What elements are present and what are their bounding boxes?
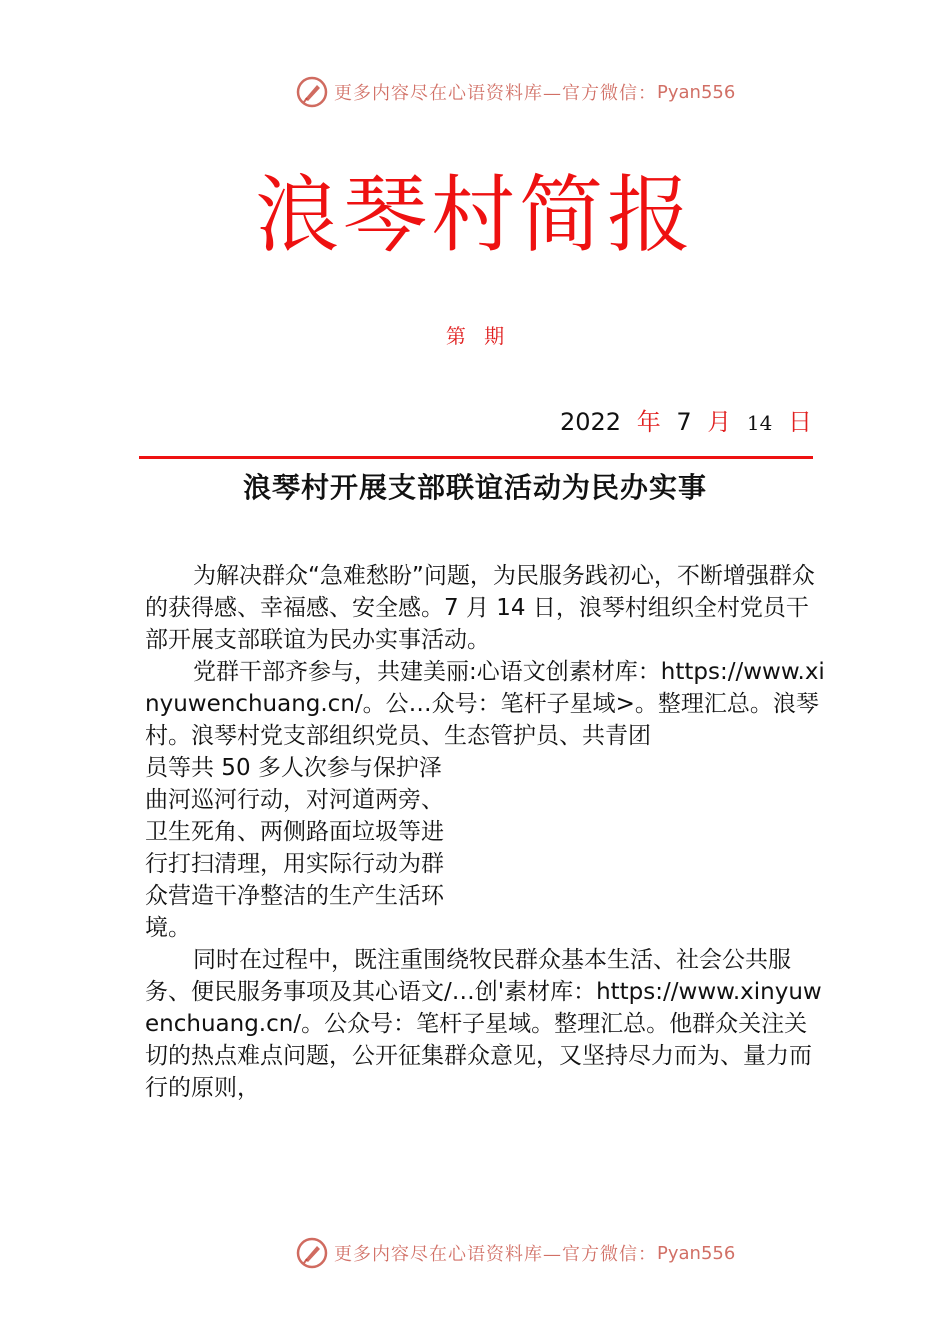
watermark-wechat-id: Pyan556 xyxy=(657,1242,736,1264)
header-watermark-banner xyxy=(296,75,735,109)
newsletter-title: 浪琴村简报 xyxy=(254,166,695,264)
article-body xyxy=(145,560,830,1104)
date-month: 7 xyxy=(676,408,692,436)
watermark-text: 更多内容尽在心语资料库—官方微信： xyxy=(334,83,657,104)
issue-label-prefix: 第 xyxy=(445,324,466,348)
article-paragraph-3: 同时在过程中，既注重围绕牧民群众基本生活、社会公共服务、便民服务事项及其心语文/…创'素材库：https://www.xinyuwenchuang.cn/。公众号：笔杆子星域。整理汇总。他群众关注关切的热点难点问题，公开征集群众意见，又坚持尽力而为、量力而行的原则， xyxy=(145,947,822,1101)
article-paragraph-2: 党群干部齐参与，共建美丽:心语文创素材库：https://www.xinyuwenchuang.cn/。公…众号：笔杆子星域>。整理汇总。浪琴村。浪琴村党支部组织党员、生态管护员、共青团 xyxy=(145,659,825,749)
watermark-wechat-id: Pyan556 xyxy=(657,81,736,103)
date-year: 2022 xyxy=(560,408,622,436)
quill-logo-icon xyxy=(296,1237,328,1269)
red-divider-line xyxy=(139,456,813,459)
date-day-unit: 日 xyxy=(788,408,813,436)
footer-watermark-banner xyxy=(296,1236,735,1270)
date-year-unit: 年 xyxy=(636,408,661,436)
date-day: 14 xyxy=(746,411,773,435)
date-month-unit: 月 xyxy=(707,408,732,436)
issue-label-suffix: 期 xyxy=(484,324,505,348)
article-paragraph-2-continued: 员等共 50 多人次参与保护泽曲河巡河行动，对河道两旁、卫生死角、两侧路面垃圾等进行打扫清理，用实际行动为群众营造干净整洁的生产生活环境。 xyxy=(145,755,444,941)
quill-logo-icon xyxy=(296,76,328,108)
article-paragraph-1: 为解决群众“急难愁盼”问题，为民服务践初心，不断增强群众的获得感、幸福感、安全感。7 月 14 日，浪琴村组织全村党员干部开展支部联谊为民办实事活动。 xyxy=(145,563,815,653)
publication-date xyxy=(560,402,813,437)
article-headline: 浪琴村开展支部联谊活动为民办实事 xyxy=(242,471,707,504)
watermark-text: 更多内容尽在心语资料库—官方微信： xyxy=(334,1244,657,1265)
issue-number xyxy=(0,320,950,349)
